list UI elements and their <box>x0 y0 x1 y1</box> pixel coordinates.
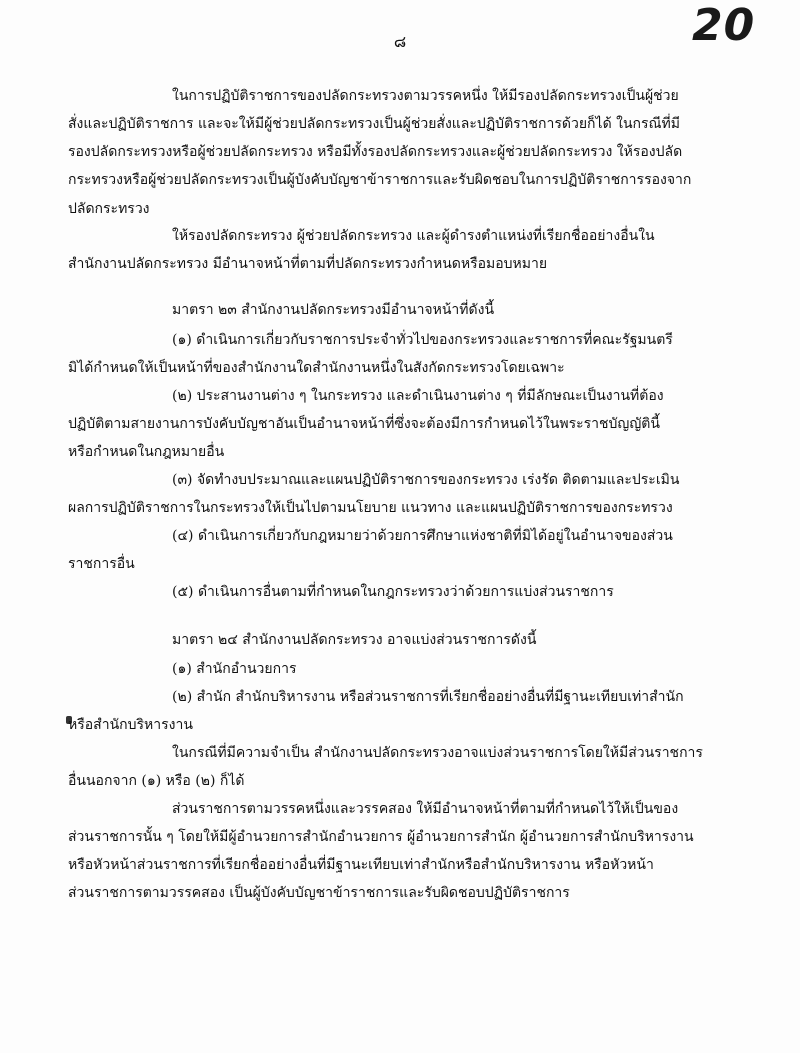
text-line: ส่วนราชการตามวรรคสอง เป็นผู้บังคับบัญชาข้าราชการและรับผิดชอบปฏิบัติราชการ <box>68 885 570 901</box>
text-line: (๓) จัดทำงบประมาณและแผนปฏิบัติราชการของกระทรวง เร่งรัด ติดตามและประเมิน <box>172 472 680 488</box>
section-heading: มาตรา ๒๔ สำนักงานปลัดกระทรวง อาจแบ่งส่วนราชการดังนี้ <box>172 632 537 648</box>
text-line: (๑) ดำเนินการเกี่ยวกับราชการประจำทั่วไปของกระทรวงและราชการที่คณะรัฐมนตรี <box>172 332 673 348</box>
text-line: กระทรวงหรือผู้ช่วยปลัดกระทรวงเป็นผู้บังคับบัญชาข้าราชการและรับผิดชอบในการปฏิบัติราชการรองจาก <box>68 172 692 188</box>
text-line: หรือสำนักบริหารงาน <box>68 717 193 733</box>
text-line: (๒) สำนัก สำนักบริหารงาน หรือส่วนราชการที่เรียกชื่ออย่างอื่นที่มีฐานะเทียบเท่าสำนัก <box>172 689 684 705</box>
text-line: ปฏิบัติตามสายงานการบังคับบัญชาอันเป็นอำนาจหน้าที่ซึ่งจะต้องมีการกำหนดไว้ในพระราชบัญญัตินี้ <box>68 416 660 432</box>
section-heading: มาตรา ๒๓ สำนักงานปลัดกระทรวงมีอำนาจหน้าที่ดังนี้ <box>172 302 495 318</box>
text-line: หรือกำหนดในกฎหมายอื่น <box>68 444 225 460</box>
text-line: ปลัดกระทรวง <box>68 201 150 217</box>
text-line: รองปลัดกระทรวงหรือผู้ช่วยปลัดกระทรวง หรือมีทั้งรองปลัดกระทรวงและผู้ช่วยปลัดกระทรวง ให้รองปลัด <box>68 144 683 160</box>
text-line: ผลการปฏิบัติราชการในกระทรวงให้เป็นไปตามนโยบาย แนวทาง และแผนปฏิบัติราชการของกระทรวง <box>68 500 673 516</box>
text-line: ราชการอื่น <box>68 556 135 572</box>
text-line: ในการปฏิบัติราชการของปลัดกระทรวงตามวรรคหนึ่ง ให้มีรองปลัดกระทรวงเป็นผู้ช่วย <box>172 88 679 104</box>
text-line: ให้รองปลัดกระทรวง ผู้ช่วยปลัดกระทรวง และผู้ดำรงตำแหน่งที่เรียกชื่ออย่างอื่นใน <box>172 228 655 244</box>
text-line: สำนักงานปลัดกระทรวง มีอำนาจหน้าที่ตามที่ปลัดกระทรวงกำหนดหรือมอบหมาย <box>68 256 548 272</box>
text-line: หรือหัวหน้าส่วนราชการที่เรียกชื่ออย่างอื่นที่มีฐานะเทียบเท่าสำนักหรือสำนักบริหารงาน หรือหัวหน้า <box>68 857 654 873</box>
text-line: ส่วนราชการตามวรรคหนึ่งและวรรคสอง ให้มีอำนาจหน้าที่ตามที่กำหนดไว้ให้เป็นของ <box>172 801 679 817</box>
text-line: อื่นนอกจาก (๑) หรือ (๒) ก็ได้ <box>68 773 245 789</box>
handwritten-page-number: 20 <box>692 0 756 51</box>
text-line: (๑) สำนักอำนวยการ <box>172 661 297 677</box>
text-line: (๔) ดำเนินการเกี่ยวกับกฎหมายว่าด้วยการศึกษาแห่งชาติที่มิได้อยู่ในอำนาจของส่วน <box>172 528 673 544</box>
text-line: มิได้กำหนดให้เป็นหน้าที่ของสำนักงานใดสำนักงานหนึ่งในสังกัดกระทรวงโดยเฉพาะ <box>68 360 565 376</box>
text-line: (๕) ดำเนินการอื่นตามที่กำหนดในกฎกระทรวงว่าด้วยการแบ่งส่วนราชการ <box>172 584 614 600</box>
text-line: (๒) ประสานงานต่าง ๆ ในกระทรวง และดำเนินงานต่าง ๆ ที่มีลักษณะเป็นงานที่ต้อง <box>172 388 664 404</box>
text-line: ส่วนราชการนั้น ๆ โดยให้มีผู้อำนวยการสำนักอำนวยการ ผู้อำนวยการสำนัก ผู้อำนวยการสำนักบริหารงาน <box>68 829 694 845</box>
page-number: ๘ <box>393 32 407 51</box>
text-line: สั่งและปฏิบัติราชการ และจะให้มีผู้ช่วยปลัดกระทรวงเป็นผู้ช่วยสั่งและปฏิบัติราชการด้วยก็ได้ ในกรณีที่มี <box>68 116 680 132</box>
text-line: ในกรณีที่มีความจำเป็น สำนักงานปลัดกระทรวงอาจแบ่งส่วนราชการโดยให้มีส่วนราชการ <box>172 745 703 761</box>
